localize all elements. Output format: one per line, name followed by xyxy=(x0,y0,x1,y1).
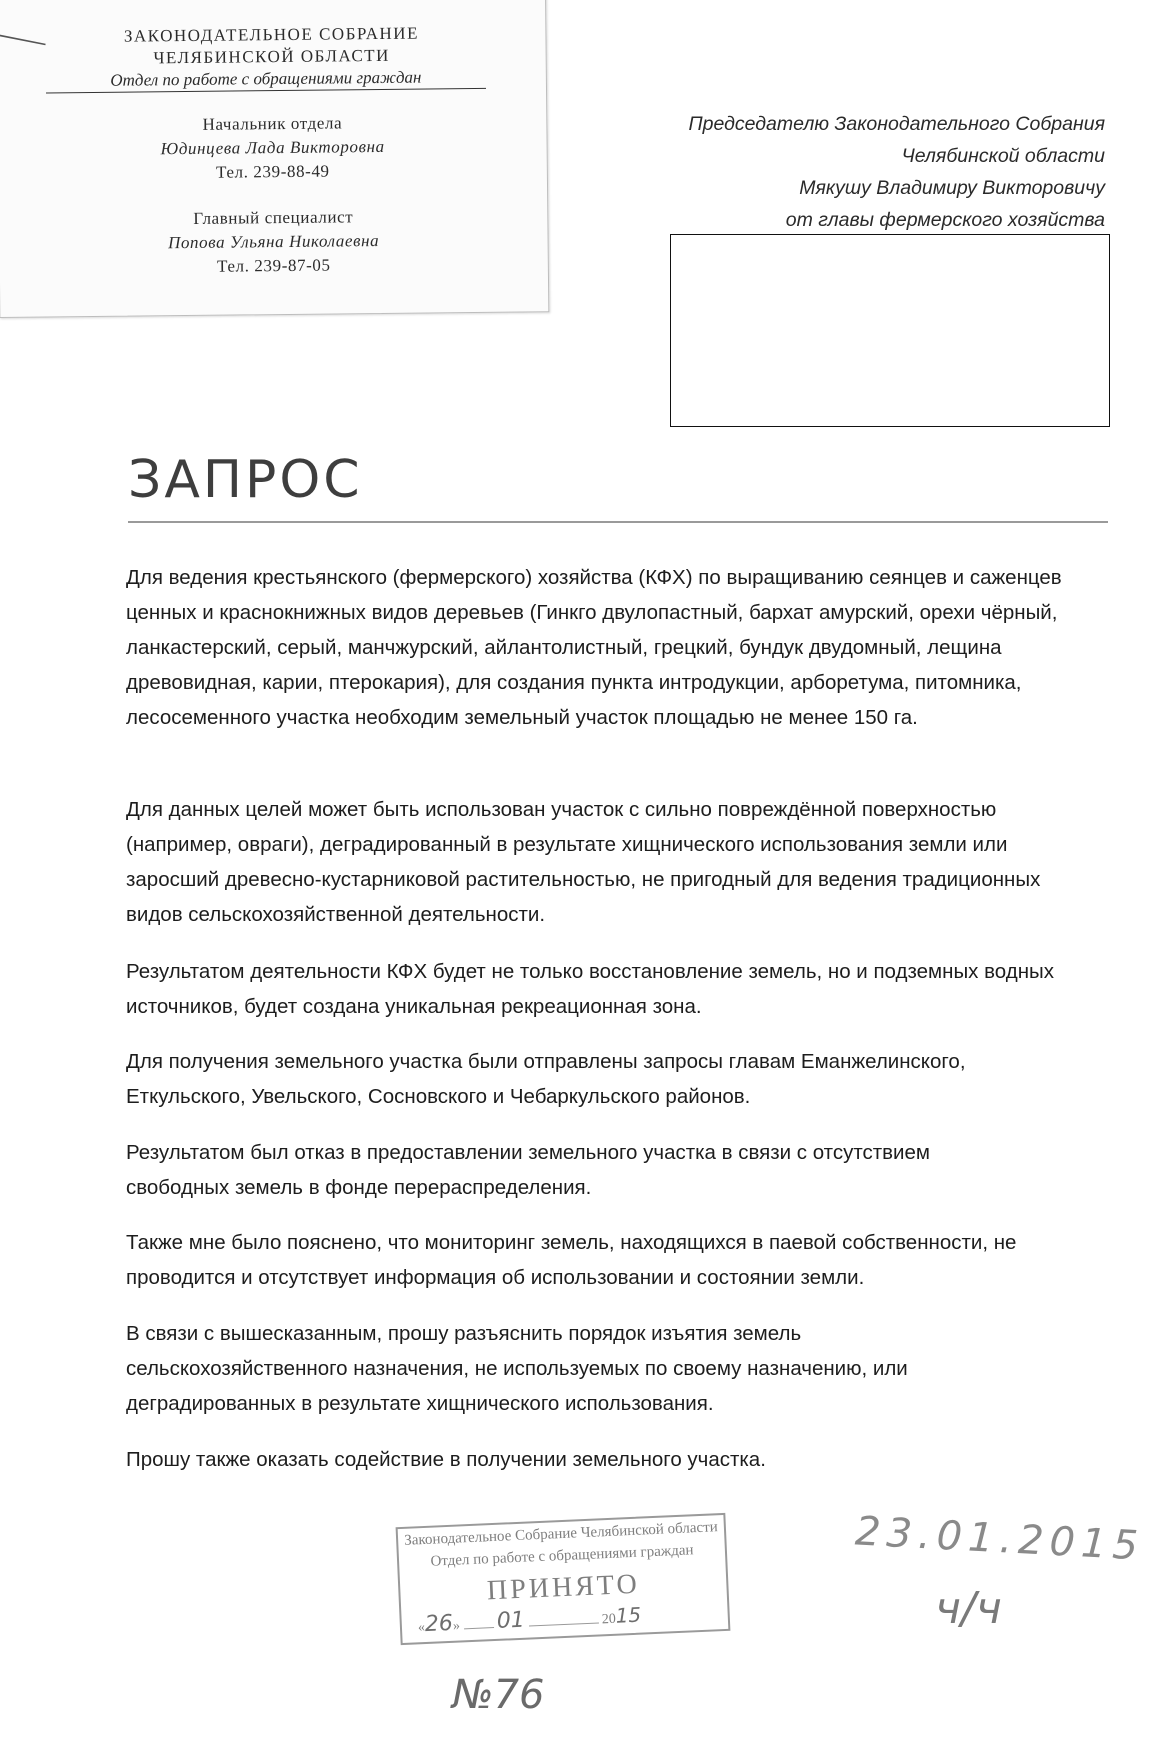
paragraph-6: Также мне было пояснено, что мониторинг земель, находящихся в паевой собственности, не проводится и отсутствует информация об использовании и состоянии земли. xyxy=(126,1231,1017,1289)
document-title: ЗАПРОС xyxy=(128,450,363,510)
paragraph-5: Результатом был отказ в предоставлении земельного участка в связи с отсутствием свободных земель в фонде перераспределения. xyxy=(126,1141,930,1199)
card-org-line1: ЗАКОНОДАТЕЛЬНОЕ СОБРАНИЕ xyxy=(123,23,419,46)
stamp-accepted: ПРИНЯТО xyxy=(486,1568,641,1607)
card-department: Отдел по работе с обращениями граждан xyxy=(46,66,486,94)
stamp-org: Законодательное Собрание Челябинской области xyxy=(403,1519,719,1549)
title-divider xyxy=(128,521,1108,523)
business-card xyxy=(0,0,549,318)
card-head-title: Начальник отдела xyxy=(202,113,343,134)
handwritten-date: 23.01.2015 xyxy=(853,1508,1146,1570)
paragraph-2: Для данных целей может быть использован участок с сильно повреждённой поверхностью (например, овраги), деградированный в результате хищнического использования земли или заросший древесно-кустарниковой растительностью, не пригодный для ведения традиционных видов сельскохозяйственной деятельности. xyxy=(126,798,1041,926)
paragraph-3: Результатом деятельности КФХ будет не только восстановление земель, но и подземных водных источников, будет создана уникальная рекреационная зона. xyxy=(126,960,1055,1018)
addressee-line2: Челябинской области xyxy=(901,145,1105,167)
paragraph-8: Прошу также оказать содействие в получении земельного участка. xyxy=(126,1448,766,1471)
stamp-department: Отдел по работе с обращениями граждан xyxy=(430,1542,694,1570)
card-specialist-phone: Тел. 239-87-05 xyxy=(216,255,331,276)
stamp-month: 01 xyxy=(496,1607,526,1634)
stamp-day: 26 xyxy=(424,1610,454,1638)
stamp-year-prefix: 20 xyxy=(601,1611,617,1628)
card-head-phone: Тел. 239-88-49 xyxy=(216,161,330,182)
handwritten-registration-number: №76 xyxy=(452,1672,545,1718)
paragraph-7: В связи с вышесказанным, прошу разъяснить порядок изъятия земель сельскохозяйственного назначения, не используемых по своему назначению, или деградированных в результате хищнического использования. xyxy=(126,1322,908,1415)
received-stamp xyxy=(396,1513,731,1645)
addressee-line3: Мякушу Владимиру Викторовичу xyxy=(799,177,1105,199)
paragraph-4: Для получения земельного участка были отправлены запросы главам Еманжелинского, Еткульского, Увельского, Сосновского и Чебаркульского районов. xyxy=(126,1050,966,1108)
stamp-date-line: «26» 01 2015 xyxy=(417,1602,642,1638)
addressee-line4: от главы фермерского хозяйства xyxy=(785,209,1105,231)
handwritten-signature: ч/ч xyxy=(935,1583,1002,1634)
stamp-year-hand: 15 xyxy=(615,1602,642,1628)
card-org-line2: ЧЕЛЯБИНСКОЙ ОБЛАСТИ xyxy=(153,45,391,68)
card-head-name: Юдинцева Лада Викторовна xyxy=(160,136,385,159)
card-specialist-name: Попова Ульяна Николаевна xyxy=(167,231,380,253)
redacted-sender-box xyxy=(670,234,1110,427)
card-specialist-title: Главный специалист xyxy=(193,207,354,228)
paragraph-1: Для ведения крестьянского (фермерского) хозяйства (КФХ) по выращиванию сеянцев и саженцев ценных и краснокнижных видов деревьев (Гинкго двулопастный, бархат амурский, орехи чёрный, ланкастерский, серый, манчжурский, айлантолистный, грецкий, бундук двудомный, лещина древовидная, карии, птерокария), для создания пункта интродукции, арборетума, питомника, лесосеменного участка необходим земельный участок площадью не менее 150 га. xyxy=(126,566,1062,729)
addressee-line1: Председателю Законодательного Собрания xyxy=(688,113,1105,135)
